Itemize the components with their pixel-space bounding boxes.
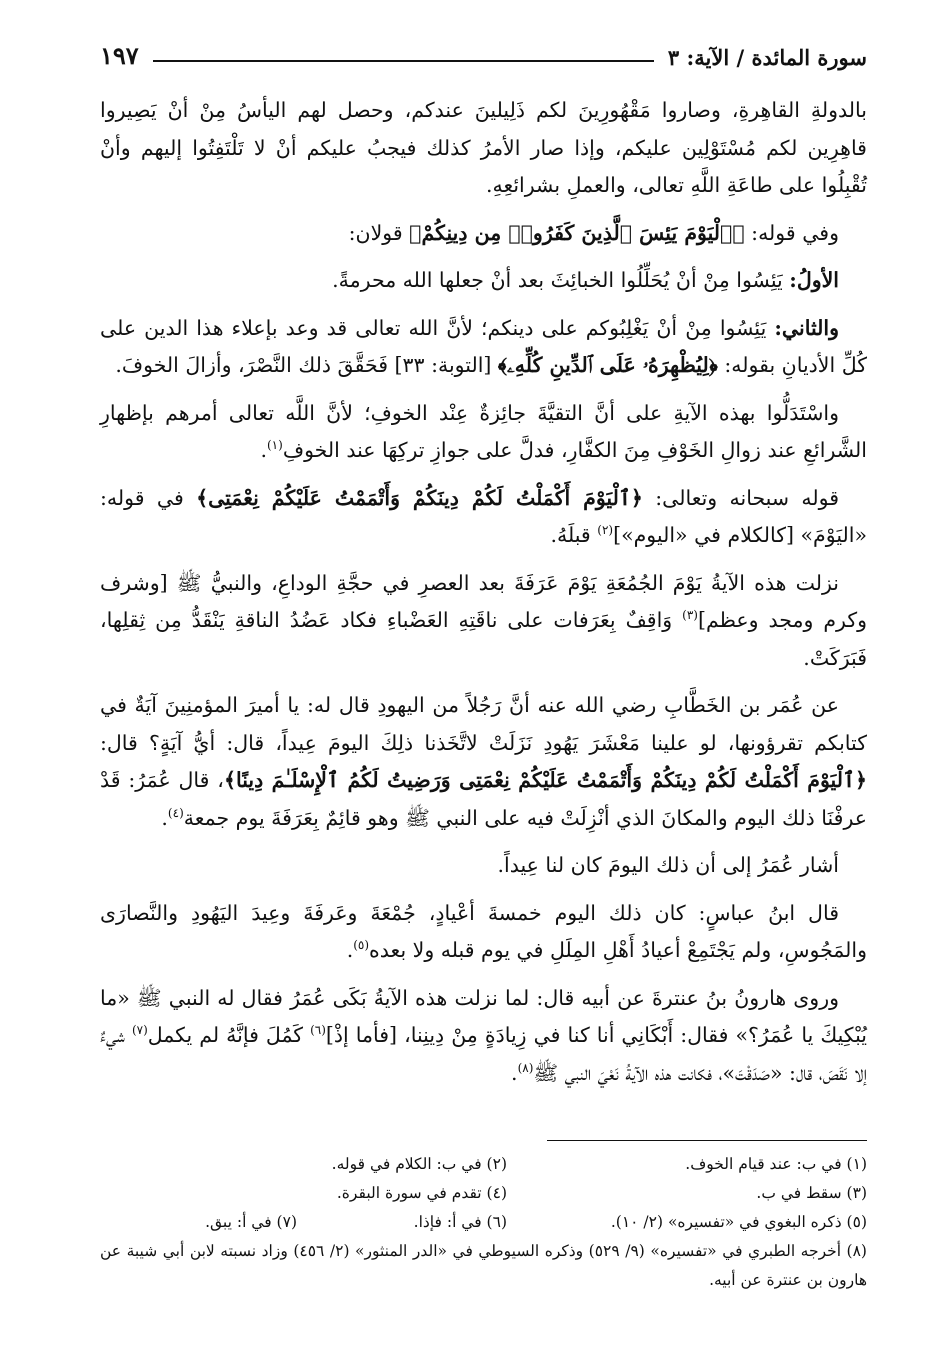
paragraph-5: واسْتَدَلُّوا بهذه الآيةِ على أنَّ التقيَّةَ جائِزةٌ عِنْد الخوفِ؛ لأنَّ اللَّه تعالى أمرهم بإظهارِ الشَّرائعِ عند زوالِ الخَوْفِ مِنَ الكفَّارِ، فدلَّ على جوازِ تركِهَا عند الخوفِ$^{(١)}$. xyxy=(100,400,867,462)
footnote-1: (١) في ب: عند قيام الخوف. xyxy=(685,1155,867,1173)
page-number: ١٩٧ xyxy=(100,41,139,70)
quran-verse: ﴿لِيُظْهِرَهُۥ عَلَى ٱلدِّينِ كُلِّهِۦ﴾ xyxy=(497,353,718,377)
paragraph-8: عن عُمَر بن الخَطَّابِ رضي الله عنه أنَّ رَجُلاً من اليهودِ قال له: يا أميرَ المؤمنِينَ آيَةٌ في كتابكم تقرؤونها، لو علينا مَعْشَرَ يَهُودِ نَزَلَتْ لاتَّخَذنا ذلِكَ اليومَ عِيداً، قال: أيُّ آيَةٍ؟ قال: ﴿ٱلْيَوْمَ أَكْمَلْتُ لَكُمْ دِينَكُمْ وَأَتْمَمْتُ عَلَيْكُمْ نِعْمَتِى وَرَضِيتُ لَكُمُ ٱلْإِسْلَـٰمَ دِينًا﴾، قال عُمَرُ: قَدْ عرفْنَا ذلك اليوم والمكانَ الذي أنْزِلَتْ فيه على النبي ﷺ وهو قائِمٌ بِعَرَفَةَ يوم جمعة$^{(٤)}$. xyxy=(100,693,868,830)
surah-title: سورة المائدة / الآية: ٣ xyxy=(667,45,867,70)
footnote-ref: (٧) xyxy=(131,1023,148,1038)
footnote-ref: (٥) xyxy=(353,938,370,953)
paragraph-11: وروى هارونُ بنُ عنترةَ عن أبيه قال: لما نزلت هذه الآيةُ بَكَى عُمَرُ فقال له النبي ﷺ «ما يُبْكِيكَ يا عُمَرُ؟» فقال: أَبْكَانِي أنا كنا في زِيادَةٍ مِنْ دِينِنا، [فأما إذْ]$^{(٦)}$ كَمُلَ فإنَّهُ لم يكمل$^{(٧)}$ شيءٌ إلا نَقَصَ، قال: «صَدَقْتَ»، فكانت هذه الآيةُ نَعْيَ النبي ﷺ$^{(٨)}$. xyxy=(100,985,867,1085)
footnote-ref: (١) xyxy=(266,438,283,453)
footnote-ref: (٢) xyxy=(597,523,614,538)
footnote-row xyxy=(100,1150,867,1179)
paragraph-7: نزلت هذه الآيةُ يَوْمَ الجُمُعَةِ يَوْمَ عَرَفَةَ بعد العصرِ في حجَّةِ الوداعِ، والنبيُّ ﷺ [وشرف وكرم ومجد وعظم]$^{(٣)}$ وَاقِفٌ بِعَرَفات على ناقَتِهِ العَضْباءِ فكاد عَضُدُ الناقةِ يَنْقَدُّ مِن ثِقلِها، فَبَرَكَتْ. xyxy=(100,570,867,670)
point-label: الأولُ: xyxy=(789,268,839,292)
paragraph-3: الأولُ: يَئِسُوا مِنْ أنْ يُحَلِّلُوا الخبائِثَ بعد أنْ جعلها الله محرمةً. xyxy=(332,268,839,292)
footnote-ref: (٨) xyxy=(517,1060,534,1075)
footnote-7: (٧) في أ: يبق. xyxy=(205,1213,297,1231)
paragraph-1: بالدولةِ القاهِرةِ، وصاروا مَقْهُورِينَ لكم ذَلِيلينَ عندكم، وحصل لهم اليأسُ مِنْ أنْ يَصِيروا قاهِرِين لكم مُسْتَوْلِين عليكم، وإذا صار الأمرُ كذلك فيجبُ عليكم أنْ لا تَلْتَفِتُوا إليهم وأنْ تُقْبِلُوا على طاعَةِ اللَّهِ تعالى، والعملِ بشرائعِهِ. xyxy=(100,98,867,197)
point-label: والثاني: xyxy=(774,315,839,340)
footnote-3: (٣) سقط في ب. xyxy=(756,1184,867,1202)
footnote-2: (٢) في ب: الكلام في قوله. xyxy=(331,1155,507,1173)
footnote-8: (٨) أخرجه الطبري في «تفسيره» (٩/ ٥٢٩) وذكره السيوطي في «الدر المنثور» (٢/ ٤٥٦) وزاد نسبته لابن أبي شيبة عن هارون بن عنترة عن أبيه. xyxy=(100,1242,867,1289)
footnote-row xyxy=(100,1208,867,1237)
paragraph-6: قوله سبحانه وتعالى: ﴿ٱلْيَوْمَ أَكْمَلْتُ لَكُمْ دِينَكُمْ وَأَتْمَمْتُ عَلَيْكُمْ نِعْمَتِى﴾ في قوله: «اليَوْمَ» [كالكلام في «اليوم»]$^{(٢)}$ قبلَهُ. xyxy=(100,485,867,547)
quran-verse: ﴿ٱلْيَوْمَ أَكْمَلْتُ لَكُمْ دِينَكُمْ وَأَتْمَمْتُ عَلَيْكُمْ نِعْمَتِى﴾ xyxy=(196,485,643,510)
footnote-4: (٤) تقدم في سورة البقرة. xyxy=(336,1184,507,1202)
footnotes xyxy=(100,1150,867,1295)
paragraph-10: قال ابنُ عباسٍ: كان ذلك اليوم خمسةَ أعْيادٍ، جُمْعَةَ وعَرفَةَ وعِيدَ اليَهُودِ والنَّصارَى والمَجُوسِ، ولم يَجْتَمِعْ أعيادُ أَهْلِ المِلَلِ في يوم قبله ولا بعده$^{(٥)}$. xyxy=(100,900,867,962)
footnote-separator xyxy=(547,1140,867,1141)
paragraph-4: والثاني: يَئِسُوا مِنْ أنْ يَغْلِبُوكم على دينكم؛ لأنَّ الله تعالى قد وعد بإعلاء هذا الدين على كُلِّ الأديانِ بقوله: ﴿لِيُظْهِرَهُۥ عَلَى ٱلدِّينِ كُلِّهِۦ﴾ [التوبة: ٣٣] فَحَقَّقَ ذلك النَّصْرَ، وأزالَ الخوفَ. xyxy=(100,315,867,377)
footnote-row xyxy=(100,1179,867,1208)
quran-verse: ﴿ٱلْيَوْمَ يَئِسَ ٱلَّذِينَ كَفَرُوا۟ مِن دِينِكُمْ﴾ xyxy=(409,220,745,245)
page-header xyxy=(100,36,867,70)
footnote-5: (٥) ذكره البغوي في «تفسيره» (٢/ ١٠). xyxy=(610,1213,867,1231)
paragraph-2: وفي قوله: ﴿ٱلْيَوْمَ يَئِسَ ٱلَّذِينَ كَفَرُوا۟ مِن دِينِكُمْ﴾ قولان: xyxy=(348,220,839,245)
header-rule xyxy=(153,60,654,62)
quran-verse: ﴿ٱلْيَوْمَ أَكْمَلْتُ لَكُمْ دِينَكُمْ وَأَتْمَمْتُ عَلَيْكُمْ نِعْمَتِى وَرَضِيتُ لَكُمُ ٱلْإِسْلَـٰمَ دِينًا﴾ xyxy=(223,768,868,792)
footnote-ref: (٤) xyxy=(167,805,184,820)
paragraph-9: أشار عُمَرُ إلى أن ذلك اليومَ كان لنا عِيداً. xyxy=(497,853,839,877)
footnote-6: (٦) في أ: فإذا. xyxy=(413,1213,507,1231)
footnote-ref: (٣) xyxy=(682,608,698,623)
footnote-ref: (٦) xyxy=(310,1023,326,1038)
main-text xyxy=(100,92,867,1102)
